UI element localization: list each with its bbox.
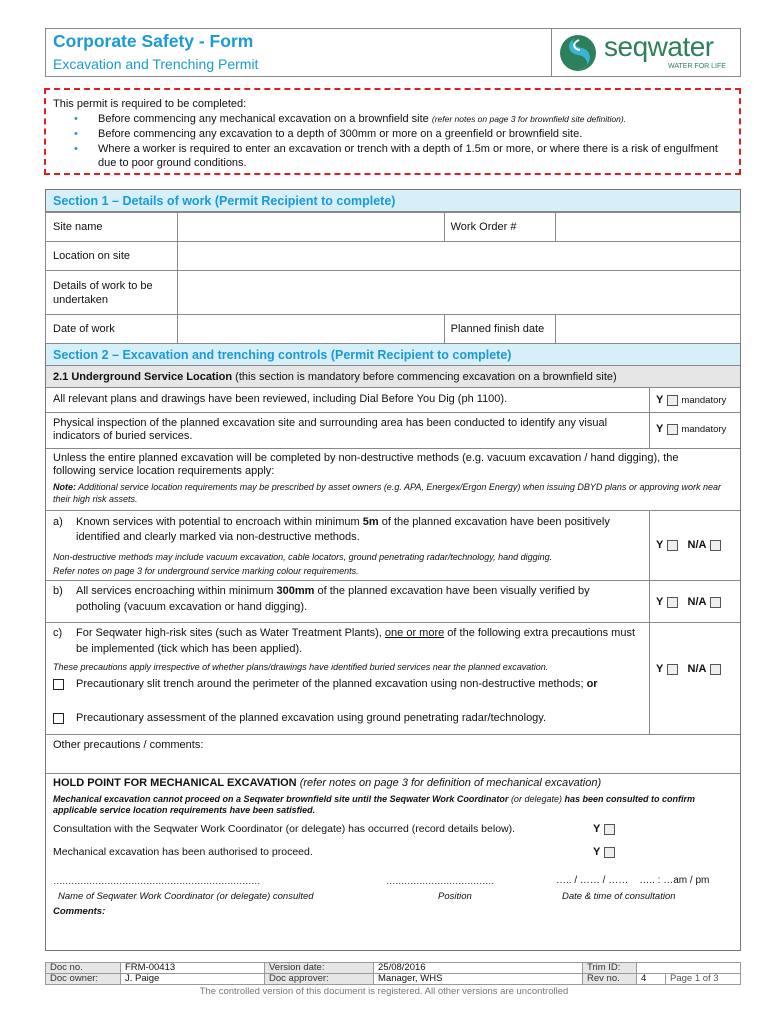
item-a xyxy=(46,510,740,581)
date-time-label: Date & time of consultation xyxy=(562,891,676,902)
form-header xyxy=(45,28,741,77)
item-b-answer xyxy=(656,594,721,610)
item-b-y-checkbox[interactable] xyxy=(667,597,678,608)
gpr-text: Precautionary assessment of the planned excavation using ground penetrating radar/technology. xyxy=(76,712,547,724)
name-label: Name of Seqwater Work Coordinator (or delegate) consulted xyxy=(58,891,314,902)
item-a-bold: 5m xyxy=(362,516,379,528)
y-label: Y xyxy=(656,539,664,551)
y-label: Y xyxy=(656,663,664,675)
bullet-icon: • xyxy=(74,113,78,125)
item-b xyxy=(46,580,740,623)
item-c-note: These precautions apply irrespective of whether plans/drawings have identified buried services near the planned excavation. xyxy=(53,662,549,672)
consultation-answer xyxy=(593,823,615,835)
main-form xyxy=(45,189,741,951)
site-name-label: Site name xyxy=(46,213,178,242)
gpr-checkbox[interactable] xyxy=(53,713,64,724)
option-slit-trench xyxy=(53,676,633,692)
trim-id-label: Trim ID: xyxy=(583,963,637,974)
other-precautions[interactable] xyxy=(46,734,740,774)
item-a-text-2: of the planned excavation have been positively identified and clearly marked via non-destructive methods. xyxy=(76,516,610,543)
item-a-y-checkbox[interactable] xyxy=(667,540,678,551)
section-1-heading: Section 1 – Details of work (Permit Recipient to complete) xyxy=(46,190,740,212)
rev-no-value: 4 xyxy=(637,974,666,985)
logo-text: seqwater xyxy=(604,31,714,62)
authorised-answer xyxy=(593,846,615,858)
notice-bullet-1-text: Before commencing any mechanical excavation on a brownfield site xyxy=(98,113,432,125)
item-b-na-checkbox[interactable] xyxy=(710,597,721,608)
or-label: or xyxy=(586,678,598,690)
seqwater-logo-icon xyxy=(558,33,598,73)
notice-bullet-1 xyxy=(76,112,736,126)
item-b-text-1: All services encroaching within minimum xyxy=(76,585,277,597)
item-c-answer xyxy=(656,661,721,677)
note-label: Note: xyxy=(53,482,76,492)
notice-bullet-2-text: Before commencing any excavation to a depth of 300mm or more on a greenfield or brownfield site. xyxy=(98,128,583,140)
item-a-label: a) xyxy=(53,516,63,528)
plans-reviewed-answer xyxy=(656,394,726,406)
notice-intro: This permit is required to be completed: xyxy=(53,98,247,110)
authorised-text: Mechanical excavation has been authorised to proceed. xyxy=(53,846,313,858)
physical-inspection-answer xyxy=(656,423,726,436)
notice-bullet-1-note: (refer notes on page 3 for brownfield site definition). xyxy=(431,114,627,124)
permit-notice xyxy=(44,88,741,175)
item-a-text xyxy=(76,515,636,545)
item-c xyxy=(46,622,740,735)
item-a-note-1: Non-destructive methods may include vacuum excavation, cable locators, ground penetrating radar/technology, hand digging. xyxy=(53,552,553,562)
y-label: Y xyxy=(656,394,664,406)
version-date-value: 25/08/2016 xyxy=(374,963,583,974)
other-precautions-label: Other precautions / comments: xyxy=(53,739,204,751)
date-of-work-label: Date of work xyxy=(46,315,178,344)
authorised-y-checkbox[interactable] xyxy=(604,847,615,858)
consultation-text: Consultation with the Seqwater Work Coordinator (or delegate) has occurred (record details below). xyxy=(53,823,516,835)
item-c-text-1: For Seqwater high-risk sites (such as Water Treatment Plants), xyxy=(76,627,385,639)
item-b-text xyxy=(76,583,636,615)
slit-trench-checkbox[interactable] xyxy=(53,679,64,690)
date-time-field[interactable]: ….. / …… / …… ….. : …am / pm xyxy=(556,875,710,886)
hold-warning-2: has been consulted to confirm applicable service location requirements have been satisfied. xyxy=(53,794,695,815)
mandatory-label: mandatory xyxy=(681,395,727,406)
unless-note xyxy=(53,481,733,505)
item-a-note-2: Refer notes on page 3 for underground service marking colour requirements. xyxy=(53,566,359,576)
date-of-work-field[interactable] xyxy=(178,315,444,344)
subheading-rest: (this section is mandatory before commencing excavation on a brownfield site) xyxy=(232,371,617,383)
item-a-text-1: Known services with potential to encroach within minimum xyxy=(76,516,363,528)
physical-inspection-y-checkbox[interactable] xyxy=(667,424,678,435)
doc-owner-value: J. Paige xyxy=(121,974,265,985)
item-c-text xyxy=(76,625,636,657)
notice-bullet-3 xyxy=(76,142,736,170)
location-label: Location on site xyxy=(46,242,178,271)
hold-title-bold: HOLD POINT FOR MECHANICAL EXCAVATION xyxy=(53,777,297,789)
y-label: Y xyxy=(593,846,601,858)
doc-approver-value: Manager, WHS xyxy=(374,974,583,985)
plans-reviewed-text: All relevant plans and drawings have been reviewed, including Dial Before You Dig (ph 1100). xyxy=(53,393,508,405)
logo-tagline: WATER FOR LIFE xyxy=(668,63,726,70)
na-label: N/A xyxy=(687,596,707,608)
details-label: Details of work to be undertaken xyxy=(46,271,178,315)
item-c-label: c) xyxy=(53,627,63,639)
name-field[interactable]: …………………………………………………………… xyxy=(53,876,260,887)
plans-reviewed-y-checkbox[interactable] xyxy=(667,395,678,406)
doc-approver-label: Doc approver: xyxy=(265,974,374,985)
item-b-label: b) xyxy=(53,585,63,597)
item-a-answer xyxy=(656,538,721,553)
position-field[interactable]: ……………………………… xyxy=(386,876,494,887)
na-label: N/A xyxy=(687,539,707,551)
y-label: Y xyxy=(656,596,664,608)
site-name-field[interactable] xyxy=(178,213,444,242)
notice-bullet-2 xyxy=(76,127,736,141)
note-text: Additional service location requirements may be prescribed by asset owners (e.g. APA, Energex/Ergon Energy) when issuing DBYD plans or approving work near their high risk assets. xyxy=(53,482,721,504)
hold-point-title xyxy=(53,777,601,789)
doc-no-label: Doc no. xyxy=(46,963,121,974)
y-label: Y xyxy=(656,423,664,435)
section-2-heading: Section 2 – Excavation and trenching controls (Permit Recipient to complete) xyxy=(46,344,740,366)
comments-label: Comments: xyxy=(53,906,106,917)
hold-title-note: (refer notes on page 3 for definition of mechanical excavation) xyxy=(296,777,602,789)
slit-trench-text: Precautionary slit trench around the perimeter of the planned excavation using non-destructive methods; xyxy=(76,678,587,690)
doc-no-value: FRM-00413 xyxy=(121,963,265,974)
document-footer xyxy=(45,962,741,985)
details-field[interactable] xyxy=(178,271,741,315)
unless-text: Unless the entire planned excavation will be completed by non-destructive methods (e.g. vacuum excavation / hand digging), the following service location requirements apply: xyxy=(53,452,679,477)
location-field[interactable] xyxy=(178,242,741,271)
hold-warning-paren: (or delegate) xyxy=(510,794,562,804)
bullet-icon: • xyxy=(74,128,78,140)
doc-owner-label: Doc owner: xyxy=(46,974,121,985)
finish-date-label: Planned finish date xyxy=(444,315,556,344)
logo-box xyxy=(551,29,742,76)
work-order-label: Work Order # xyxy=(444,213,556,242)
form-subtitle: Excavation and Trenching Permit xyxy=(53,56,259,72)
bullet-icon: • xyxy=(74,143,78,155)
item-c-na-checkbox[interactable] xyxy=(710,664,721,675)
version-date-label: Version date: xyxy=(265,963,374,974)
na-label: N/A xyxy=(687,663,707,675)
rev-no-label: Rev no. xyxy=(583,974,637,985)
work-order-field[interactable] xyxy=(556,213,741,242)
row-plans-reviewed xyxy=(46,388,740,413)
subheading-bold: 2.1 Underground Service Location xyxy=(53,371,233,383)
option-gpr xyxy=(53,710,653,726)
notice-bullet-3-text: Where a worker is required to enter an excavation or trench with a depth of 1.5m or more, or where there is a risk of engulfment due to poor ground conditions. xyxy=(98,143,718,169)
mandatory-label: mandatory xyxy=(681,424,727,435)
item-c-text-2: of the following extra precautions must be implemented (tick which has been applied). xyxy=(76,627,635,655)
item-c-y-checkbox[interactable] xyxy=(667,664,678,675)
hold-warning-1: Mechanical excavation cannot proceed on a Seqwater brownfield site until the Seqwater Work Coordinator xyxy=(53,794,511,804)
item-b-text-2: of the planned excavation have been visually verified by potholing (vacuum excavation or hand digging). xyxy=(76,585,590,613)
section-1-table xyxy=(45,212,741,344)
trim-id-value xyxy=(637,963,741,974)
page-number: Page 1 of 3 xyxy=(666,974,741,985)
hold-point-section xyxy=(46,773,740,950)
y-label: Y xyxy=(593,823,601,835)
finish-date-field[interactable] xyxy=(556,315,741,344)
unless-block xyxy=(46,448,740,511)
row-physical-inspection xyxy=(46,412,740,449)
item-c-underline: one or more xyxy=(384,627,445,639)
physical-inspection-text: Physical inspection of the planned excavation site and surrounding area has been conducted to identify any visual indicators of buried services. xyxy=(53,417,608,442)
controlled-notice: The controlled version of this document is registered. All other versions are uncontrolled xyxy=(199,986,569,997)
item-a-na-checkbox[interactable] xyxy=(710,540,721,551)
section-2-1-subheading xyxy=(46,366,740,388)
consultation-y-checkbox[interactable] xyxy=(604,824,615,835)
item-b-bold: 300mm xyxy=(276,585,315,597)
hold-warning xyxy=(53,794,723,816)
position-label: Position xyxy=(438,891,472,902)
form-title: Corporate Safety - Form xyxy=(53,31,254,51)
